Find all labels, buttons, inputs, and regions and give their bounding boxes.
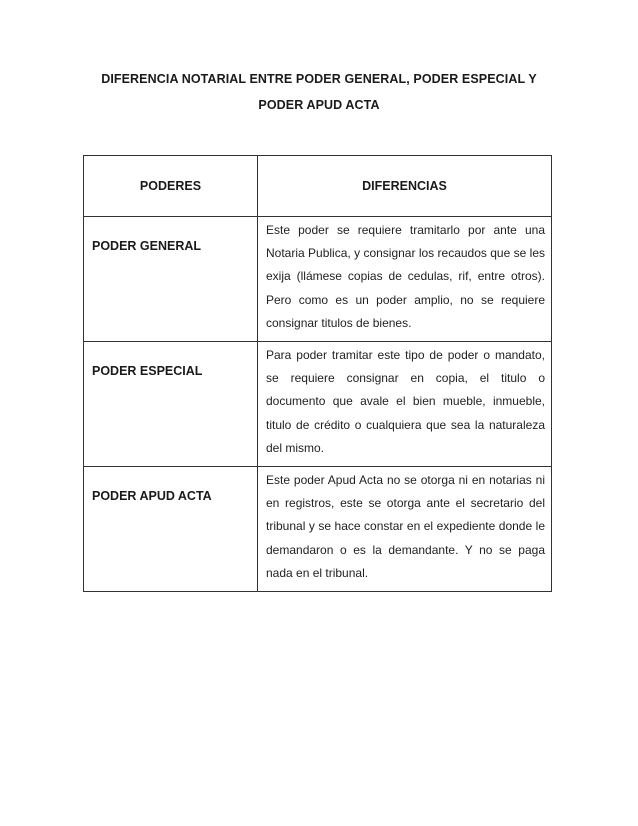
document-title [60, 66, 578, 118]
table-row [84, 467, 552, 592]
poder-general-description: Este poder se requiere tramitarlo por ante una Notaria Publica, y consignar los recaudos que se les exija (llámese copias de cedulas, rif, entre otros). Pero como es un poder amplio, no se requiere consignar titulos de bienes. [258, 217, 552, 342]
document-title-line-2: PODER APUD ACTA [258, 98, 380, 112]
poder-general-label: PODER GENERAL [92, 239, 202, 253]
row-label-cell [84, 217, 258, 342]
table-row [84, 217, 552, 342]
document-title-line-1: DIFERENCIA NOTARIAL ENTRE PODER GENERAL, PODER ESPECIAL Y [101, 72, 537, 86]
poder-especial-description: Para poder tramitar este tipo de poder o mandato, se requiere consignar en copia, el titulo o documento que avale el bien mueble, inmueble, titulo de crédito o cualquiera que sea la naturaleza del mismo. [258, 342, 552, 467]
row-label-cell [84, 467, 258, 592]
header-poderes: PODERES [84, 156, 258, 217]
poderes-table [83, 155, 552, 592]
poder-apud-acta-description: Este poder Apud Acta no se otorga ni en notarias ni en registros, este se otorga ante el secretario del tribunal y se hace constar en el expediente donde le demandaron o es la demandante. Y no se paga nada en el tribunal. [258, 467, 552, 592]
row-label-cell [84, 342, 258, 467]
poder-especial-label: PODER ESPECIAL [92, 364, 203, 379]
table-row [84, 342, 552, 467]
header-diferencias: DIFERENCIAS [258, 156, 552, 217]
poder-apud-acta-label: PODER APUD ACTA [92, 489, 212, 504]
table-header-row [84, 156, 552, 217]
